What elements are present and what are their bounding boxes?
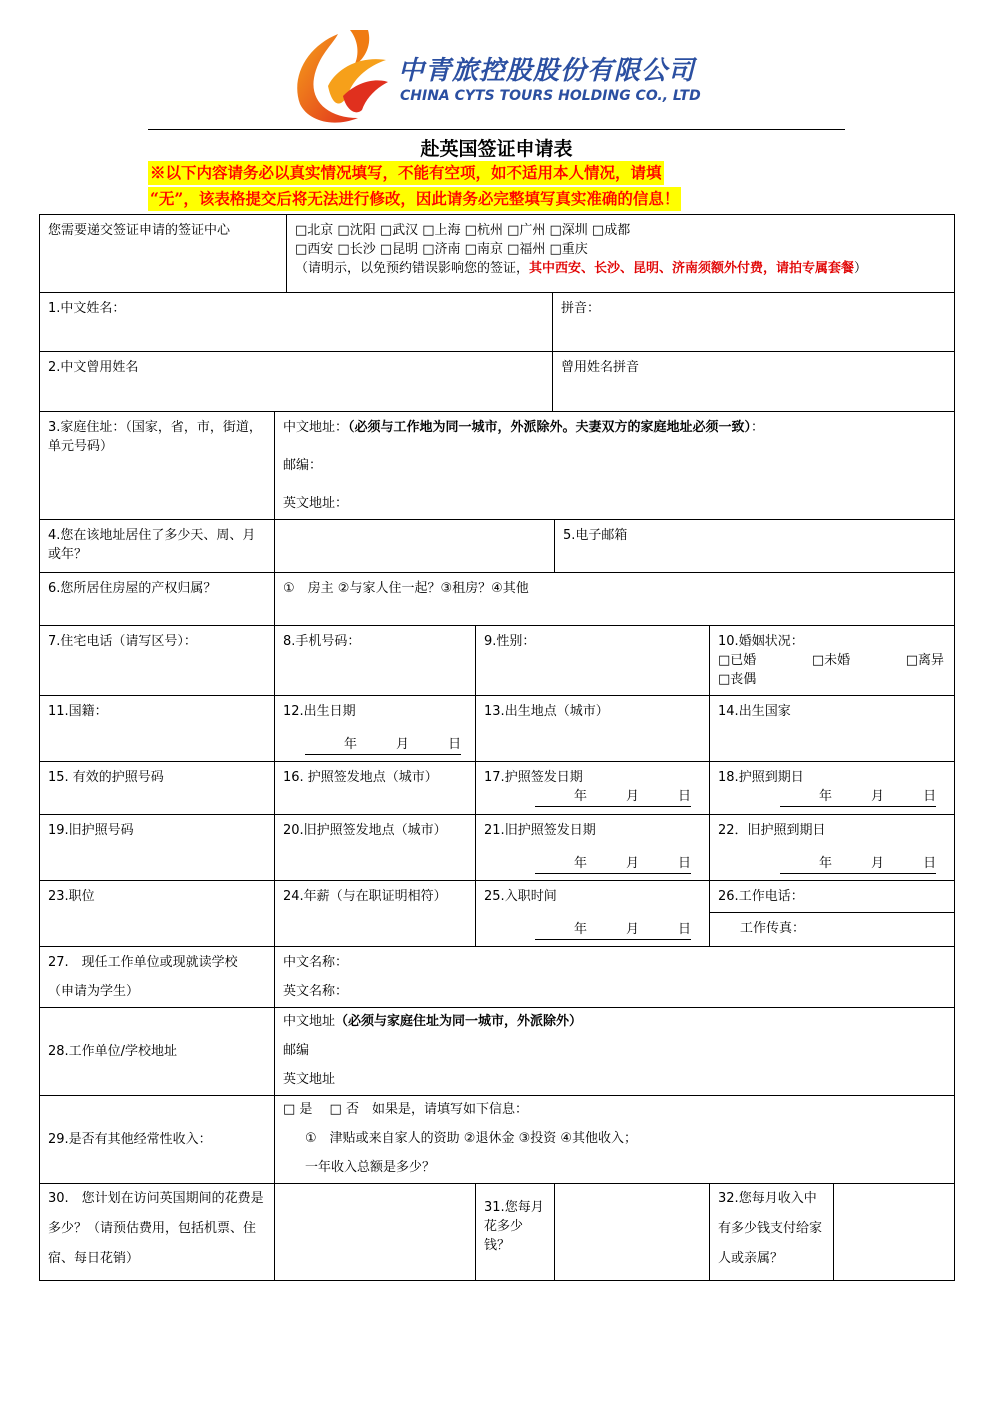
birth-date-field[interactable]: 12.出生日期 年 月 日 [275, 696, 476, 762]
marital-status-label: 10.婚姻状况： [718, 634, 804, 649]
employer-name-cn[interactable]: 中文名称： [283, 955, 349, 970]
center-options[interactable] [287, 215, 955, 293]
home-address-label: 3.家庭住址：（国家，省，市，街道，单元号码） [40, 412, 275, 520]
home-zip[interactable]: 邮编： [283, 458, 323, 473]
trip-cost-label: 30. 您计划在访问英国期间的花费是多少？（请预估费用，包括机票、住宿、每日花销） [40, 1184, 275, 1281]
residence-duration-field[interactable] [275, 520, 555, 573]
single-checkbox[interactable]: □未婚 [811, 653, 851, 668]
widowed-checkbox[interactable]: □丧偶 [718, 672, 757, 687]
family-support-field[interactable] [834, 1184, 955, 1281]
home-phone-field[interactable]: 7.住宅电话（请写区号）： [40, 626, 275, 696]
pinyin-field[interactable]: 拼音： [553, 293, 955, 352]
position-field[interactable]: 23.职位 [40, 881, 275, 947]
old-passport-issue-place-field[interactable]: 20.旧护照签发地点（城市） [275, 815, 476, 881]
work-phone-field[interactable]: 26.工作电话： [710, 881, 954, 913]
warning-line-2: “无”，该表格提交后将无法进行修改，因此请务必完整填写真实准确的信息！ [148, 187, 681, 211]
former-pinyin-field[interactable]: 曾用姓名拼音 [553, 352, 955, 412]
other-income-field[interactable] [275, 1096, 955, 1184]
work-address-cn[interactable]: 中文地址（必须与家庭住址为同一城市，外派除外） [283, 1014, 583, 1029]
old-passport-expiry-field[interactable]: 22．旧护照到期日 年 月 日 [710, 815, 955, 881]
married-checkbox[interactable]: □已婚 [718, 653, 757, 668]
annual-income-total[interactable]: 一年收入总额是多少？ [305, 1160, 436, 1175]
work-address-en[interactable]: 英文地址 [283, 1072, 336, 1087]
annual-salary-field[interactable]: 24.年薪（与在职证明相符） [275, 881, 476, 947]
monthly-spend-field[interactable] [555, 1184, 710, 1281]
center-note: （请明示，以免预约错误影响您的签证，其中西安、长沙、昆明、济南须额外付费，请拍专属套餐） [295, 261, 868, 276]
employer-name-field[interactable] [275, 947, 955, 1008]
family-support-label: 32.您每月收入中有多少钱支付给家人或亲属？ [710, 1184, 834, 1281]
gender-field[interactable]: 9.性别： [476, 626, 710, 696]
nationality-field[interactable]: 11.国籍： [40, 696, 275, 762]
other-income-yes-no[interactable]: □ 是 □ 否 如果是，请填写如下信息： [283, 1102, 528, 1117]
form-title: 赴英国签证申请表 [420, 138, 573, 160]
divorced-checkbox[interactable]: □离异 [905, 653, 945, 668]
property-ownership-label: 6.您所居住房屋的产权归属？ [40, 573, 275, 626]
marital-status-field[interactable] [710, 626, 955, 696]
trip-cost-field[interactable] [275, 1184, 476, 1281]
company-name-cn: 中青旅控股股份有限公司 [398, 56, 696, 86]
birth-city-field[interactable]: 13.出生地点（城市） [476, 696, 710, 762]
start-date-field[interactable]: 25.入职时间 年 月 日 [476, 881, 710, 947]
passport-expiry-field[interactable]: 18.护照到期日 年 月 日 [710, 762, 955, 815]
chinese-name-field[interactable]: 1.中文姓名： [40, 293, 553, 352]
old-passport-number-field[interactable]: 19.旧护照号码 [40, 815, 275, 881]
passport-issue-place-field[interactable]: 16. 护照签发地点（城市） [275, 762, 476, 815]
home-address-en[interactable]: 英文地址： [283, 496, 349, 511]
other-income-label: 29.是否有其他经常性收入： [40, 1096, 275, 1184]
work-zip[interactable]: 邮编 [283, 1043, 310, 1058]
home-address-cn[interactable]: 中文地址：（必须与工作地为同一城市，外派除外。夫妻双方的家庭地址必须一致）： [283, 420, 765, 435]
work-contact-cell [710, 881, 955, 947]
other-income-types[interactable]: ① 津贴或来自家人的资助 ②退休金 ③投资 ④其他收入； [305, 1131, 638, 1146]
center-options-row-2[interactable]: □西安 □长沙 □昆明 □济南 □南京 □福州 □重庆 [295, 242, 588, 257]
header-divider [148, 129, 845, 130]
warning-line-1: ※以下内容请务必以真实情况填写，不能有空项，如不适用本人情况，请填 [148, 161, 664, 185]
birth-country-field[interactable]: 14.出生国家 [710, 696, 955, 762]
work-address-field[interactable] [275, 1008, 955, 1096]
residence-duration-label: 4.您在该地址居住了多少天、周、月或年？ [40, 520, 275, 573]
home-address-field[interactable] [275, 412, 955, 520]
employer-name-en[interactable]: 英文名称： [283, 984, 349, 999]
passport-number-field[interactable]: 15. 有效的护照号码 [40, 762, 275, 815]
visa-form-table [39, 214, 955, 1281]
former-name-field[interactable]: 2.中文曾用姓名 [40, 352, 553, 412]
monthly-spend-label: 31.您每月花多少钱？ [476, 1184, 555, 1281]
old-passport-issue-date-field[interactable]: 21.旧护照签发日期 年 月 日 [476, 815, 710, 881]
company-name-en: CHINA CYTS TOURS HOLDING CO., LTD [400, 88, 701, 104]
passport-issue-date-field[interactable]: 17.护照签发日期 年 月 日 [476, 762, 710, 815]
employer-label: 27. 现任工作单位或现就读学校 （申请为学生） [40, 947, 275, 1008]
work-fax-field[interactable]: 工作传真： [740, 921, 806, 936]
mobile-field[interactable]: 8.手机号码： [275, 626, 476, 696]
center-label: 您需要递交签证申请的签证中心 [40, 215, 287, 293]
work-address-label: 28.工作单位/学校地址 [40, 1008, 275, 1096]
center-options-row-1[interactable]: □北京 □沈阳 □武汉 □上海 □杭州 □广州 □深圳 □成都 [295, 223, 631, 238]
property-ownership-options[interactable]: ① 房主 ②与家人住一起？③租房？④其他 [275, 573, 955, 626]
email-field[interactable]: 5.电子邮箱 [555, 520, 955, 573]
